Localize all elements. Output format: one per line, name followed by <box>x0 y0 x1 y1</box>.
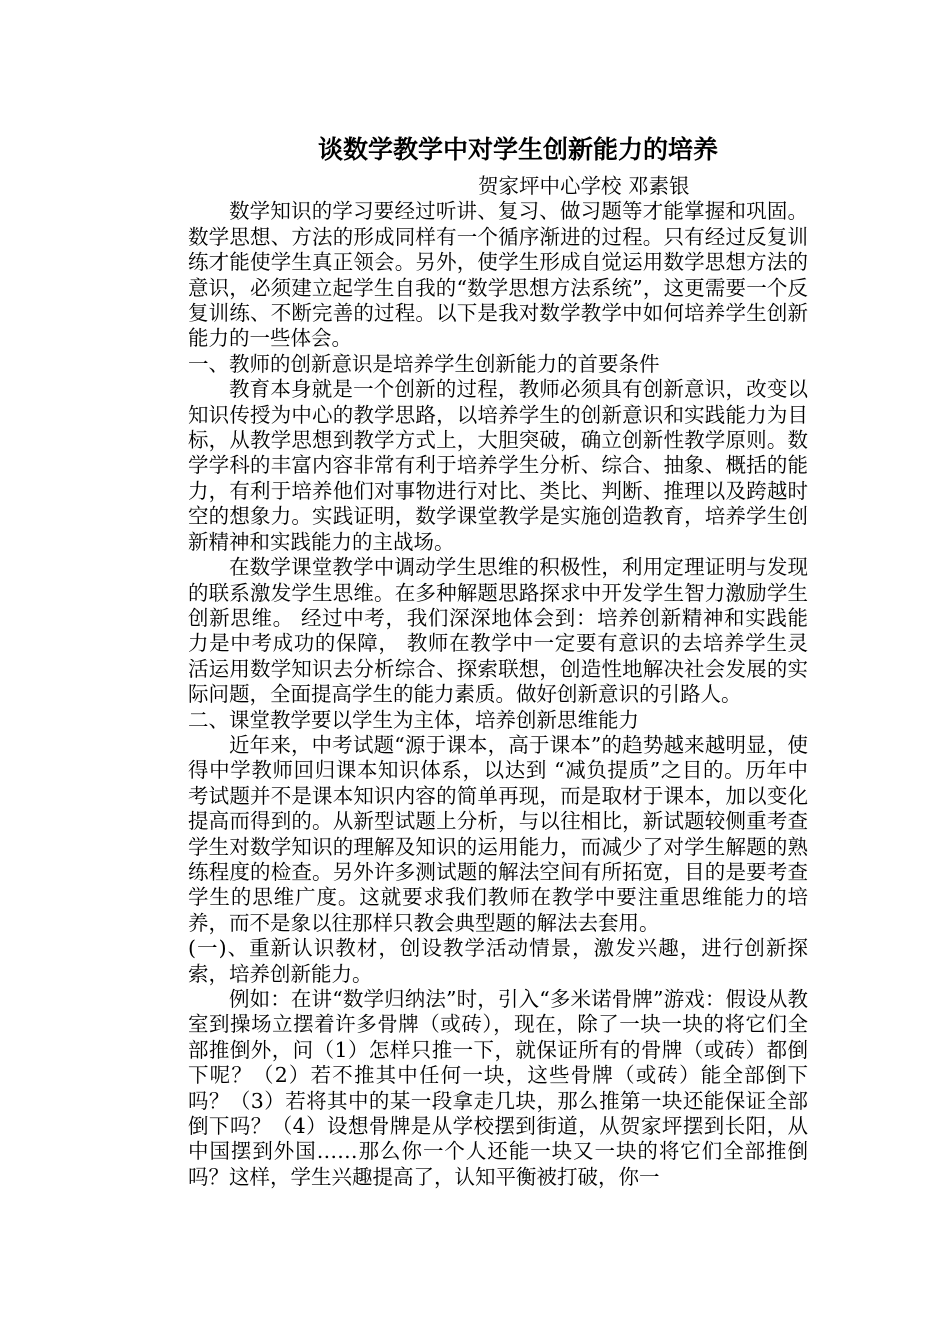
document-body <box>188 130 808 1190</box>
paragraph-section1-b: 在数学课堂教学中调动学生思维的积极性，利用定理证明与发现的联系激发学生思维。在多种解题思路探求中开发学生智力激励学生创新思维。 经过中考，我们深深地体会到：培养创新精神和实践能力是中考成功的保障， 教师在教学中一定要有意识的去培养学生灵活运用数学知识去分析综合、探索联想，创造性地解决社会发展的实际问题，全面提高学生的能力素质。做好创新意识的引路人。 <box>188 555 808 707</box>
section-heading-1: 一、教师的创新意识是培养学生创新能力的首要条件 <box>188 351 660 376</box>
paragraph-section2-a: 近年来，中考试题“源于课本，高于课本”的趋势越来越明显，使得中学教师回归课本知识体系，以达到 “减负提质”之目的。历年中考试题并不是课本知识内容的简单再现，而是取材于课本，加以变化提高而得到的。从新型试题上分析，与以往相比，新试题较侧重考查学生对数学知识的理解及知识的运用能力，而减少了对学生解题的熟练程度的检查。另外许多测试题的解法空间有所拓宽，目的是要考查学生的思维广度。这就要求我们教师在教学中要注重思维能力的培养，而不是象以往那样只教会典型题的解法去套用。 <box>188 732 808 935</box>
paragraph-example: 例如：在讲“数学归纳法”时，引入“多米诺骨牌”游戏：假设从教室到操场立摆着许多骨牌（或砖），现在，除了一块一块的将它们全部推倒外，问（1）怎样只推一下，就保证所有的骨牌（或砖）都倒下呢？（2）若不推其中任何一块，这些骨牌（或砖）能全部倒下吗？（3）若将其中的某一段拿走几块，那么推第一块还能保证全部倒下吗？（4）设想骨牌是从学校摆到街道，从贺家坪摆到长阳，从中国摆到外国……那么你一个人还能一块又一块的将它们全部推倒吗？这样，学生兴趣提高了，认知平衡被打破，你一 <box>188 987 808 1189</box>
subsection-heading-1: (一)、重新认识教材，创设教学活动情景，激发兴趣，进行创新探索，培养创新能力。 <box>188 936 808 986</box>
section-heading-2: 二、课堂教学要以学生为主体，培养创新思维能力 <box>188 707 639 732</box>
author-line: 贺家坪中心学校 邓素银 <box>478 174 690 198</box>
document-title: 谈数学教学中对学生创新能力的培养 <box>318 135 719 164</box>
paragraph-section1-a: 教育本身就是一个创新的过程，教师必须具有创新意识，改变以知识传授为中心的教学思路，以培养学生的创新意识和实践能力为目标，从教学思想到教学方式上，大胆突破，确立创新性教学原则。数学学科的丰富内容非常有利于培养学生分析、综合、抽象、概括的能力，有利于培养他们对事物进行对比、类比、判断、推理以及跨越时空的想象力。实践证明，数学课堂教学是实施创造教育，培养学生创新精神和实践能力的主战场。 <box>188 377 808 554</box>
paragraph-intro: 数学知识的学习要经过听讲、复习、做习题等才能掌握和巩固。数学思想、方法的形成同样有一个循序渐进的过程。只有经过反复训练才能使学生真正领会。另外，使学生形成自觉运用数学思想方法的意识，必须建立起学生自我的“数学思想方法系统”，这更需要一个反复训练、不断完善的过程。以下是我对数学教学中如何培养学生创新能力的一些体会。 <box>188 199 808 351</box>
